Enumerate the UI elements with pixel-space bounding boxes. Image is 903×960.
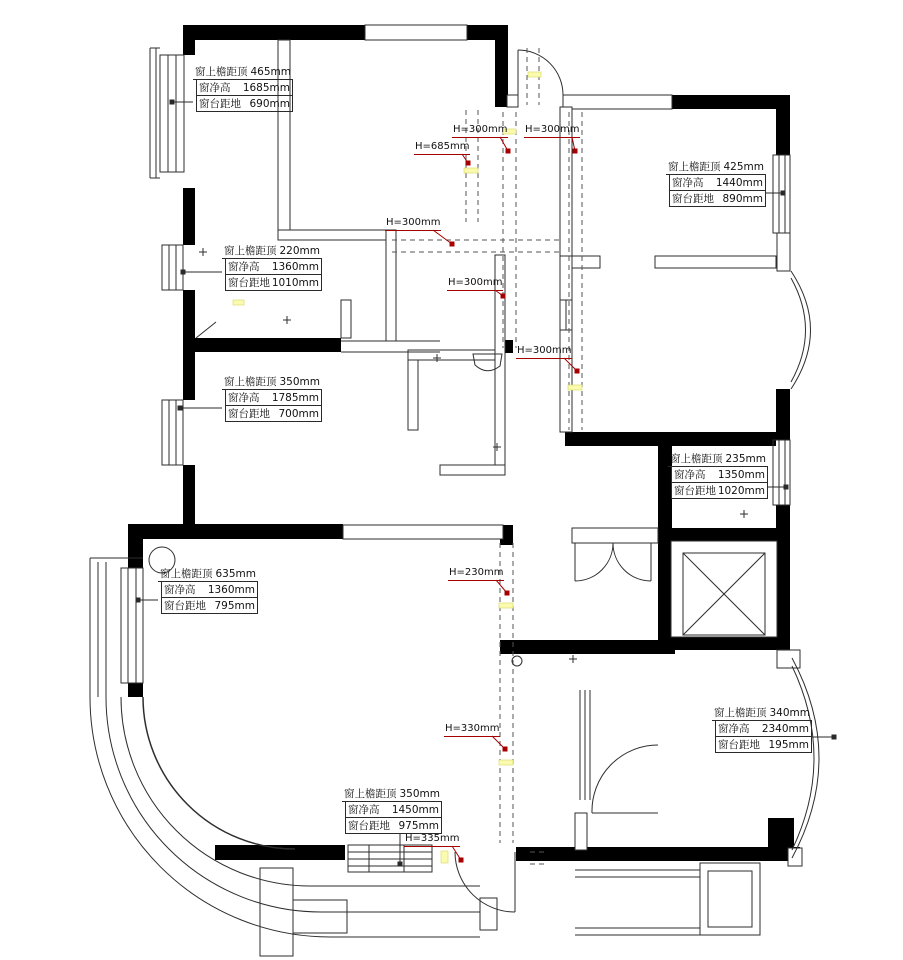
beam-height-label: H=685mm	[414, 141, 470, 155]
annotation-row	[222, 243, 322, 259]
annotation-label: 窗台距地	[164, 600, 206, 612]
annotation-value: 1010mm	[271, 277, 319, 289]
annotation-value: 1450mm	[391, 804, 439, 816]
annotation-value: 1685mm	[242, 82, 290, 94]
double-door-elevator-hall	[575, 543, 651, 581]
annotation-value: 1350mm	[717, 469, 765, 481]
annotation-value: 350mm	[279, 376, 320, 388]
window-annotation-bottom-right	[712, 705, 812, 753]
annotation-value: 635mm	[215, 568, 256, 580]
annotation-row	[345, 802, 442, 818]
annotation-row	[225, 406, 322, 422]
annotation-row	[669, 191, 766, 207]
annotation-label: 窗上檐距顶	[670, 453, 723, 465]
window-corridor	[560, 300, 572, 330]
annotation-label: 窗台距地	[348, 820, 390, 832]
annotation-row	[222, 374, 322, 390]
annotation-row	[161, 582, 258, 598]
annotation-label: 窗净高	[228, 392, 260, 404]
annotation-value: 795mm	[214, 600, 255, 612]
annotation-label: 窗上檐距顶	[714, 707, 767, 719]
beam-height-label: H=230mm	[448, 567, 504, 581]
dashed-beams	[392, 48, 582, 864]
annotation-label: 窗净高	[674, 469, 706, 481]
window-annotation-bottom-center	[342, 786, 442, 834]
annotation-value: 340mm	[769, 707, 810, 719]
balcony-curves	[90, 558, 700, 937]
annotation-row	[712, 705, 812, 721]
annotation-row	[225, 259, 322, 275]
annotation-value: 1360mm	[207, 584, 255, 596]
beam-height-label: H=300mm	[524, 124, 580, 138]
annotation-value: 1360mm	[271, 261, 319, 273]
annotation-label: 窗台距地	[718, 739, 760, 751]
annotation-row	[671, 467, 768, 483]
annotation-value: 2340mm	[761, 723, 809, 735]
annotation-label: 窗净高	[228, 261, 260, 273]
annotation-label: 窗上檐距顶	[160, 568, 213, 580]
annotation-value: 690mm	[249, 98, 290, 110]
annotation-value: 465mm	[250, 66, 291, 78]
beam-height-label: H=300mm	[447, 277, 503, 291]
annotation-row	[161, 598, 258, 614]
annotation-label: 窗上檐距顶	[195, 66, 248, 78]
annotation-label: 窗净高	[718, 723, 750, 735]
window-annotation-living-left	[158, 566, 258, 614]
annotation-label: 窗净高	[672, 177, 704, 189]
annotation-row	[669, 175, 766, 191]
annotation-value: 350mm	[399, 788, 440, 800]
window-annotation-left-upper	[222, 243, 322, 291]
window-living-left	[121, 568, 143, 683]
annotation-value: 1440mm	[715, 177, 763, 189]
bedroom-door-bottom-right	[592, 745, 658, 813]
annotation-label: 窗台距地	[228, 408, 270, 420]
annotation-row	[193, 64, 293, 80]
annotation-row	[671, 483, 768, 499]
annotation-label: 窗上檐距顶	[668, 161, 721, 173]
annotation-value: 235mm	[725, 453, 766, 465]
beam-height-label: H=300mm	[452, 124, 508, 138]
annotation-row	[225, 275, 322, 291]
pocket-door-lines	[580, 690, 590, 800]
annotation-row	[158, 566, 258, 582]
annotation-label: 窗上檐距顶	[224, 245, 277, 257]
annotation-value: 1785mm	[271, 392, 319, 404]
window-left-upper	[162, 245, 183, 290]
annotation-label: 窗台距地	[199, 98, 241, 110]
closet-door-line	[196, 322, 216, 338]
beam-height-label: H=300mm	[516, 345, 572, 359]
annotation-row	[715, 737, 812, 753]
window-right-middle	[773, 440, 790, 505]
window-top-left	[150, 48, 184, 178]
elevator-shaft	[658, 528, 790, 650]
beam-label-leaders	[433, 137, 579, 862]
window-annotation-right-middle	[668, 451, 768, 499]
annotation-row	[668, 451, 768, 467]
annotation-label: 窗台距地	[672, 193, 714, 205]
window-annotation-top-right	[666, 159, 766, 207]
doors	[196, 50, 658, 912]
annotation-row	[715, 721, 812, 737]
annotation-label: 窗台距地	[674, 485, 716, 497]
annotation-value: 700mm	[278, 408, 319, 420]
annotation-label: 窗净高	[164, 584, 196, 596]
annotation-label: 窗上檐距顶	[344, 788, 397, 800]
annotation-value: 975mm	[398, 820, 439, 832]
annotation-value: 195mm	[768, 739, 809, 751]
beam-height-label: H=330mm	[444, 723, 500, 737]
annotation-row	[342, 786, 442, 802]
bay-windows	[791, 271, 819, 858]
annotation-value: 220mm	[279, 245, 320, 257]
annotation-row	[196, 96, 293, 112]
annotation-row	[666, 159, 766, 175]
beam-height-label: H=335mm	[404, 833, 460, 847]
annotation-label: 窗净高	[199, 82, 231, 94]
window-annotation-left-middle	[222, 374, 322, 422]
annotation-row	[196, 80, 293, 96]
annotation-value: 890mm	[722, 193, 763, 205]
annotation-value: 425mm	[723, 161, 764, 173]
annotation-value: 1020mm	[717, 485, 765, 497]
annotation-row	[345, 818, 442, 834]
annotation-label: 窗净高	[348, 804, 380, 816]
window-annotation-top-left	[193, 64, 293, 112]
annotation-label: 窗上檐距顶	[224, 376, 277, 388]
annotation-label: 窗台距地	[228, 277, 270, 289]
annotation-row	[225, 390, 322, 406]
beam-height-label: H=300mm	[385, 217, 441, 231]
